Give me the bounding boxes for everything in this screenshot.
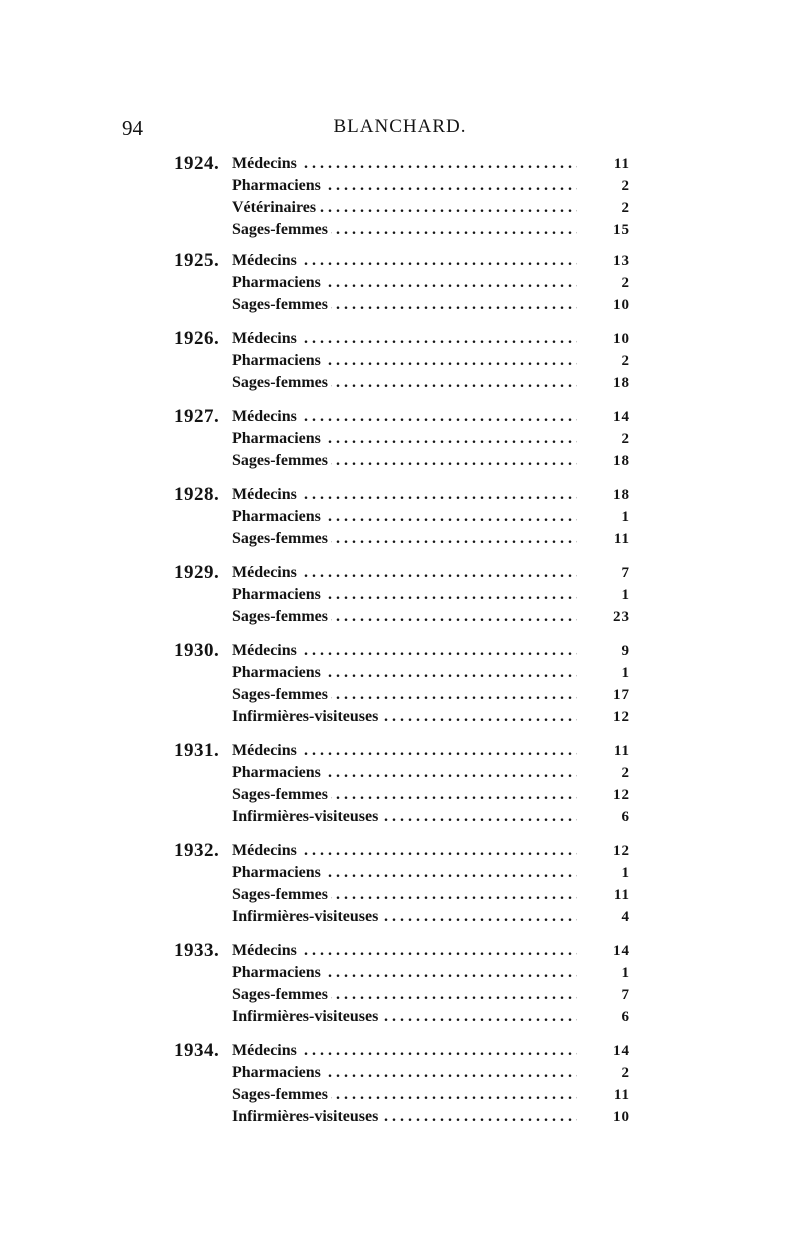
table-row [0, 940, 800, 962]
count-value: 1 [621, 865, 630, 881]
count-value: 4 [621, 909, 630, 925]
year-label: 1931. [174, 740, 220, 761]
profession-text: Sages-femmes [232, 686, 331, 703]
profession-text: Pharmaciens [232, 664, 324, 681]
count-value: 10 [613, 331, 630, 347]
profession-label [232, 294, 577, 316]
profession-text: Sages-femmes [232, 608, 331, 625]
count-value: 7 [621, 565, 630, 581]
profession-label [232, 428, 577, 450]
count-value: 6 [621, 809, 630, 825]
profession-label [232, 1106, 577, 1128]
profession-label [232, 153, 577, 175]
profession-text: Médecins [232, 1042, 300, 1059]
profession-label [232, 762, 577, 784]
profession-text: Pharmaciens [232, 964, 324, 981]
table-row [0, 153, 800, 175]
profession-text: Sages-femmes [232, 221, 331, 238]
year-group [0, 484, 800, 550]
year-group [0, 328, 800, 394]
count-value: 10 [613, 297, 630, 313]
profession-text: Infirmières-visiteuses [232, 1008, 381, 1025]
profession-label [232, 640, 577, 662]
count-value: 2 [621, 1065, 630, 1081]
profession-label [232, 662, 577, 684]
count-value: 18 [613, 375, 630, 391]
count-value: 2 [621, 431, 630, 447]
count-value: 11 [613, 743, 630, 759]
table-row [0, 640, 800, 662]
profession-label [232, 528, 577, 550]
count-value: 6 [621, 1009, 630, 1025]
table-row [0, 372, 800, 394]
profession-label [232, 940, 577, 962]
profession-text: Infirmières-visiteuses [232, 1108, 381, 1125]
table-row [0, 294, 800, 316]
profession-label [232, 906, 577, 928]
profession-label [232, 272, 577, 294]
profession-label [232, 584, 577, 606]
count-value: 13 [613, 253, 630, 269]
profession-text: Vétérinaires [232, 199, 319, 216]
profession-label [232, 1040, 577, 1062]
year-group [0, 562, 800, 628]
profession-text: Médecins [232, 642, 300, 659]
count-value: 2 [621, 353, 630, 369]
count-value: 11 [613, 531, 630, 547]
profession-text: Sages-femmes [232, 374, 331, 391]
profession-text: Médecins [232, 564, 300, 581]
year-label: 1928. [174, 484, 220, 505]
profession-label [232, 840, 577, 862]
count-value: 1 [621, 965, 630, 981]
table-row [0, 528, 800, 550]
count-value: 2 [621, 178, 630, 194]
profession-text: Sages-femmes [232, 452, 331, 469]
table-row [0, 740, 800, 762]
table-row [0, 862, 800, 884]
year-group [0, 940, 800, 1028]
profession-label [232, 350, 577, 372]
running-title: BLANCHARD. [333, 116, 467, 137]
count-value: 2 [621, 200, 630, 216]
profession-label [232, 250, 577, 272]
table-row [0, 806, 800, 828]
profession-label [232, 506, 577, 528]
count-value: 18 [613, 487, 630, 503]
table-row [0, 328, 800, 350]
count-value: 14 [613, 943, 630, 959]
table-row [0, 1006, 800, 1028]
profession-label [232, 1006, 577, 1028]
table-row [0, 484, 800, 506]
page-number: 94 [122, 116, 143, 140]
count-value: 14 [613, 409, 630, 425]
profession-text: Médecins [232, 408, 300, 425]
year-group [0, 406, 800, 472]
profession-text: Médecins [232, 252, 300, 269]
profession-text: Pharmaciens [232, 764, 324, 781]
profession-label [232, 684, 577, 706]
year-label: 1934. [174, 1040, 220, 1061]
year-group [0, 250, 800, 316]
table-row [0, 762, 800, 784]
table-row [0, 1062, 800, 1084]
year-label: 1933. [174, 940, 220, 961]
profession-label [232, 175, 577, 197]
profession-text: Sages-femmes [232, 530, 331, 547]
table-row [0, 1040, 800, 1062]
profession-text: Pharmaciens [232, 352, 324, 369]
profession-text: Infirmières-visiteuses [232, 908, 381, 925]
profession-label [232, 884, 577, 906]
table-row [0, 350, 800, 372]
table-row [0, 840, 800, 862]
profession-label [232, 1084, 577, 1106]
count-value: 2 [621, 275, 630, 291]
table-row [0, 906, 800, 928]
table-row [0, 962, 800, 984]
count-value: 9 [621, 643, 630, 659]
profession-text: Médecins [232, 842, 300, 859]
profession-text: Sages-femmes [232, 986, 331, 1003]
table-row [0, 562, 800, 584]
year-label: 1932. [174, 840, 220, 861]
profession-text: Médecins [232, 486, 300, 503]
year-label: 1930. [174, 640, 220, 661]
table-row [0, 406, 800, 428]
profession-label [232, 740, 577, 762]
profession-text: Pharmaciens [232, 177, 324, 194]
count-value: 11 [613, 1087, 630, 1103]
count-value: 15 [613, 222, 630, 238]
profession-text: Pharmaciens [232, 864, 324, 881]
profession-label [232, 806, 577, 828]
profession-label [232, 484, 577, 506]
profession-label [232, 984, 577, 1006]
year-label: 1925. [174, 250, 220, 271]
count-value: 11 [613, 887, 630, 903]
table-row [0, 684, 800, 706]
profession-text: Sages-femmes [232, 886, 331, 903]
profession-text: Pharmaciens [232, 1064, 324, 1081]
profession-text: Sages-femmes [232, 296, 331, 313]
count-value: 12 [613, 843, 630, 859]
profession-label [232, 562, 577, 584]
count-value: 23 [613, 609, 630, 625]
profession-label [232, 606, 577, 628]
table-row [0, 884, 800, 906]
count-value: 17 [613, 687, 630, 703]
profession-text: Médecins [232, 742, 300, 759]
table-row [0, 219, 800, 241]
page-header [0, 116, 800, 146]
count-value: 14 [613, 1043, 630, 1059]
profession-label [232, 197, 577, 219]
profession-label [232, 450, 577, 472]
table-row [0, 584, 800, 606]
table-row [0, 1084, 800, 1106]
table-row [0, 706, 800, 728]
count-value: 7 [621, 987, 630, 1003]
table-row [0, 784, 800, 806]
year-label: 1926. [174, 328, 220, 349]
count-value: 1 [621, 509, 630, 525]
year-group [0, 1040, 800, 1128]
profession-label [232, 406, 577, 428]
profession-label [232, 1062, 577, 1084]
year-group [0, 840, 800, 928]
profession-text: Pharmaciens [232, 508, 324, 525]
year-group [0, 640, 800, 728]
count-value: 2 [621, 765, 630, 781]
table-row [0, 1106, 800, 1128]
count-value: 1 [621, 665, 630, 681]
count-value: 1 [621, 587, 630, 603]
profession-text: Médecins [232, 155, 300, 172]
table-row [0, 506, 800, 528]
count-value: 11 [613, 156, 630, 172]
profession-text: Sages-femmes [232, 786, 331, 803]
profession-text: Infirmières-visiteuses [232, 708, 381, 725]
profession-text: Pharmaciens [232, 586, 324, 603]
year-label: 1929. [174, 562, 220, 583]
count-value: 12 [613, 709, 630, 725]
table-row [0, 250, 800, 272]
year-label: 1924. [174, 153, 220, 174]
table-row [0, 197, 800, 219]
table-row [0, 606, 800, 628]
table-row [0, 984, 800, 1006]
year-group [0, 740, 800, 828]
profession-text: Sages-femmes [232, 1086, 331, 1103]
year-group [0, 153, 800, 241]
profession-text: Infirmières-visiteuses [232, 808, 381, 825]
profession-label [232, 962, 577, 984]
profession-label [232, 784, 577, 806]
year-label: 1927. [174, 406, 220, 427]
count-value: 18 [613, 453, 630, 469]
profession-text: Pharmaciens [232, 430, 324, 447]
table-row [0, 175, 800, 197]
statistics-table [0, 153, 800, 1128]
profession-label [232, 219, 577, 241]
table-row [0, 272, 800, 294]
count-value: 10 [613, 1109, 630, 1125]
profession-text: Médecins [232, 942, 300, 959]
profession-label [232, 862, 577, 884]
profession-text: Médecins [232, 330, 300, 347]
count-value: 12 [613, 787, 630, 803]
profession-label [232, 328, 577, 350]
profession-text: Pharmaciens [232, 274, 324, 291]
table-row [0, 662, 800, 684]
table-row [0, 428, 800, 450]
table-row [0, 450, 800, 472]
profession-label [232, 706, 577, 728]
profession-label [232, 372, 577, 394]
